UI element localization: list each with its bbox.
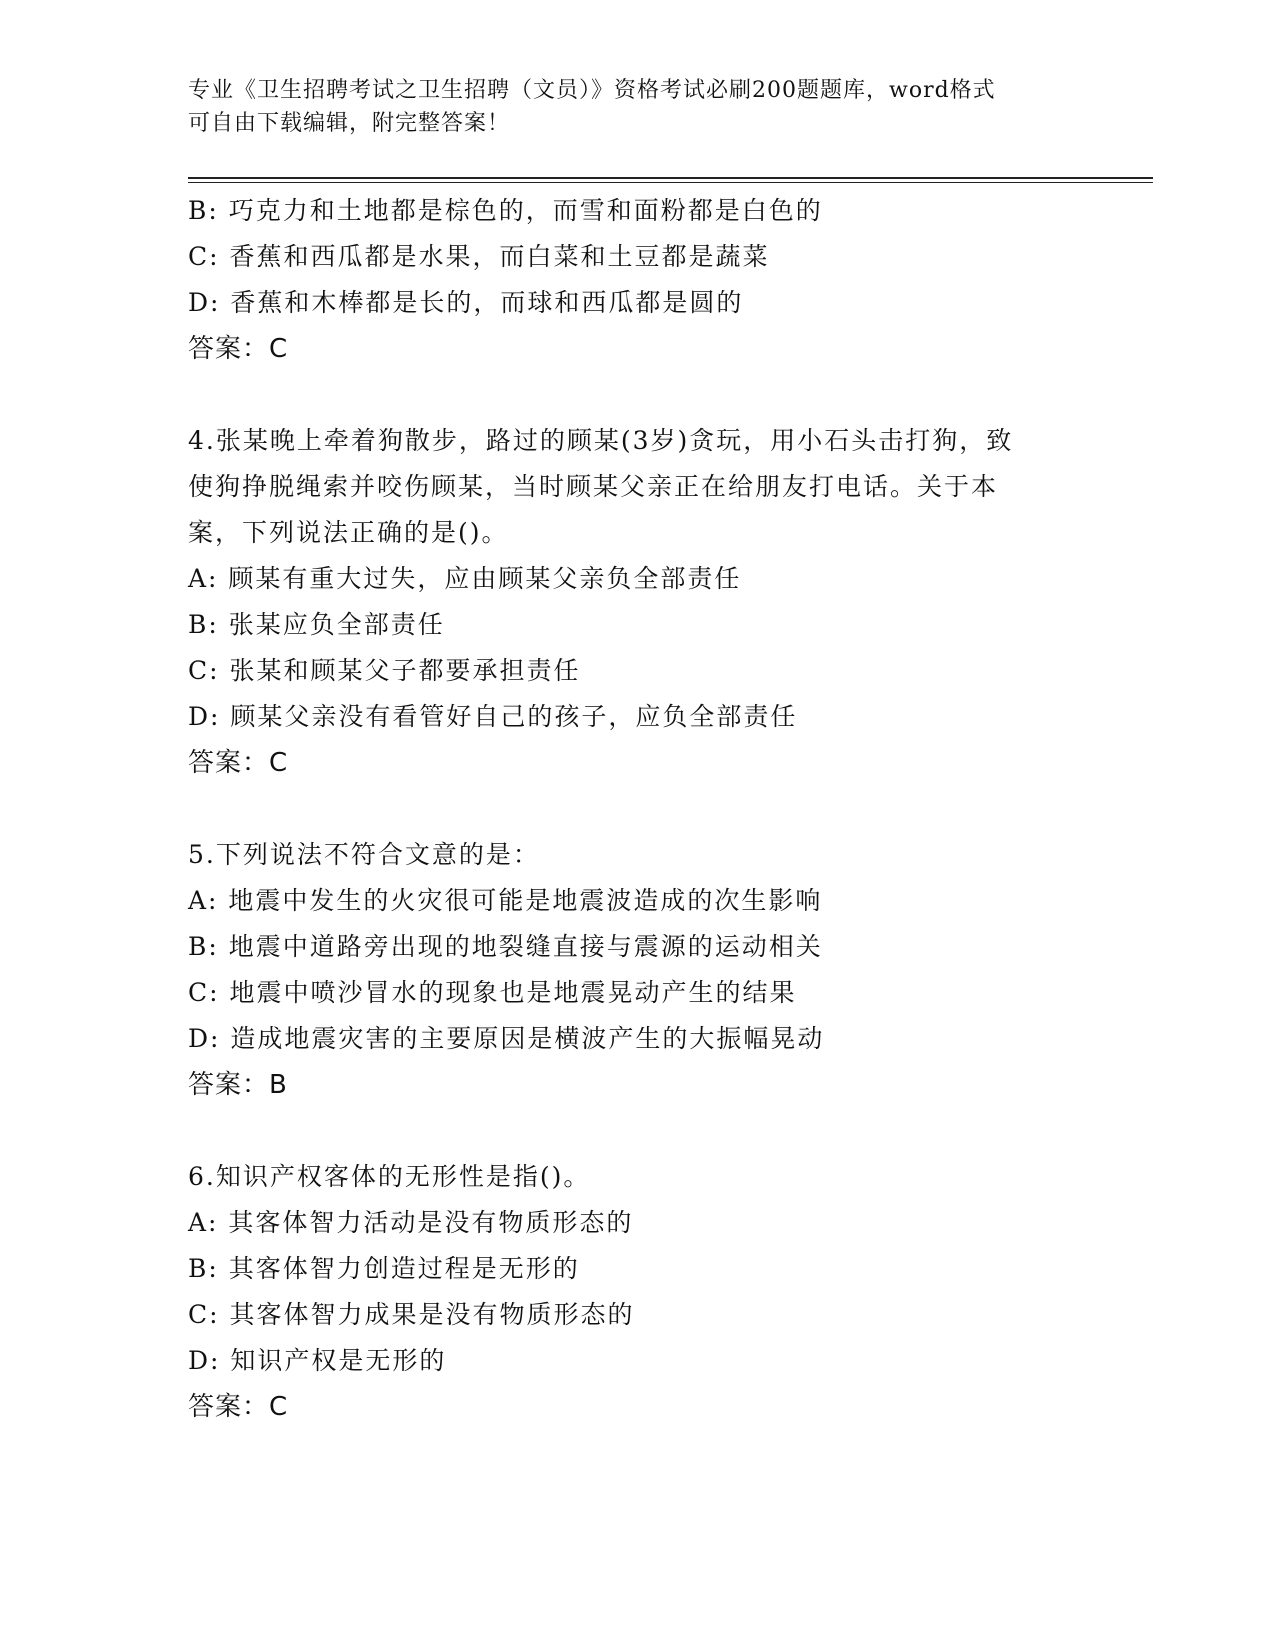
answer-line: 答案：B	[188, 1070, 288, 1100]
document-header	[188, 74, 1088, 140]
question-stem-line: 5.下列说法不符合文意的是：	[188, 840, 540, 869]
question-stem-line: 案，下列说法正确的是()。	[188, 518, 509, 547]
question-3-continued	[188, 188, 1088, 372]
option-d: D: 顾某父亲没有看管好自己的孩子，应负全部责任	[188, 702, 798, 731]
option-a: A: 其客体智力活动是没有物质形态的	[188, 1208, 634, 1237]
header-title-line-2: 可自由下载编辑，附完整答案！	[188, 111, 511, 136]
answer-line: 答案：C	[188, 334, 289, 364]
question-stem-line: 6.知识产权客体的无形性是指()。	[188, 1162, 591, 1191]
option-b: B: 张某应负全部责任	[188, 610, 445, 639]
option-a: A: 顾某有重大过失，应由顾某父亲负全部责任	[188, 564, 742, 593]
document-body	[188, 188, 1088, 1430]
question-5	[188, 832, 1088, 1108]
option-d: D: 知识产权是无形的	[188, 1346, 447, 1375]
question-stem-line: 使狗挣脱绳索并咬伤顾某，当时顾某父亲正在给朋友打电话。关于本	[188, 472, 999, 501]
option-c: C: 地震中喷沙冒水的现象也是地震晃动产生的结果	[188, 978, 797, 1007]
option-c: C: 香蕉和西瓜都是水果，而白菜和土豆都是蔬菜	[188, 242, 770, 271]
spacer	[188, 372, 1088, 418]
option-b: B: 其客体智力创造过程是无形的	[188, 1254, 580, 1283]
header-title-line-1: 专业《卫生招聘考试之卫生招聘（文员）》资格考试必刷200题题库，word格式	[188, 78, 996, 103]
question-6	[188, 1154, 1088, 1430]
option-c: C: 其客体智力成果是没有物质形态的	[188, 1300, 635, 1329]
option-b: B: 巧克力和土地都是棕色的，而雪和面粉都是白色的	[188, 196, 823, 225]
question-stem-line: 4.张某晚上牵着狗散步，路过的顾某(3岁)贪玩，用小石头击打狗，致	[188, 426, 1014, 455]
header-rule-thick	[188, 177, 1153, 179]
option-a: A: 地震中发生的火灾很可能是地震波造成的次生影响	[188, 886, 823, 915]
option-c: C: 张某和顾某父子都要承担责任	[188, 656, 581, 685]
answer-line: 答案：C	[188, 1392, 289, 1422]
question-4	[188, 418, 1088, 786]
option-b: B: 地震中道路旁出现的地裂缝直接与震源的运动相关	[188, 932, 823, 961]
option-d: D: 造成地震灾害的主要原因是横波产生的大振幅晃动	[188, 1024, 825, 1053]
spacer	[188, 786, 1088, 832]
spacer	[188, 1108, 1088, 1154]
answer-line: 答案：C	[188, 748, 289, 778]
header-rule-thin	[188, 182, 1153, 183]
option-d: D: 香蕉和木棒都是长的，而球和西瓜都是圆的	[188, 288, 744, 317]
